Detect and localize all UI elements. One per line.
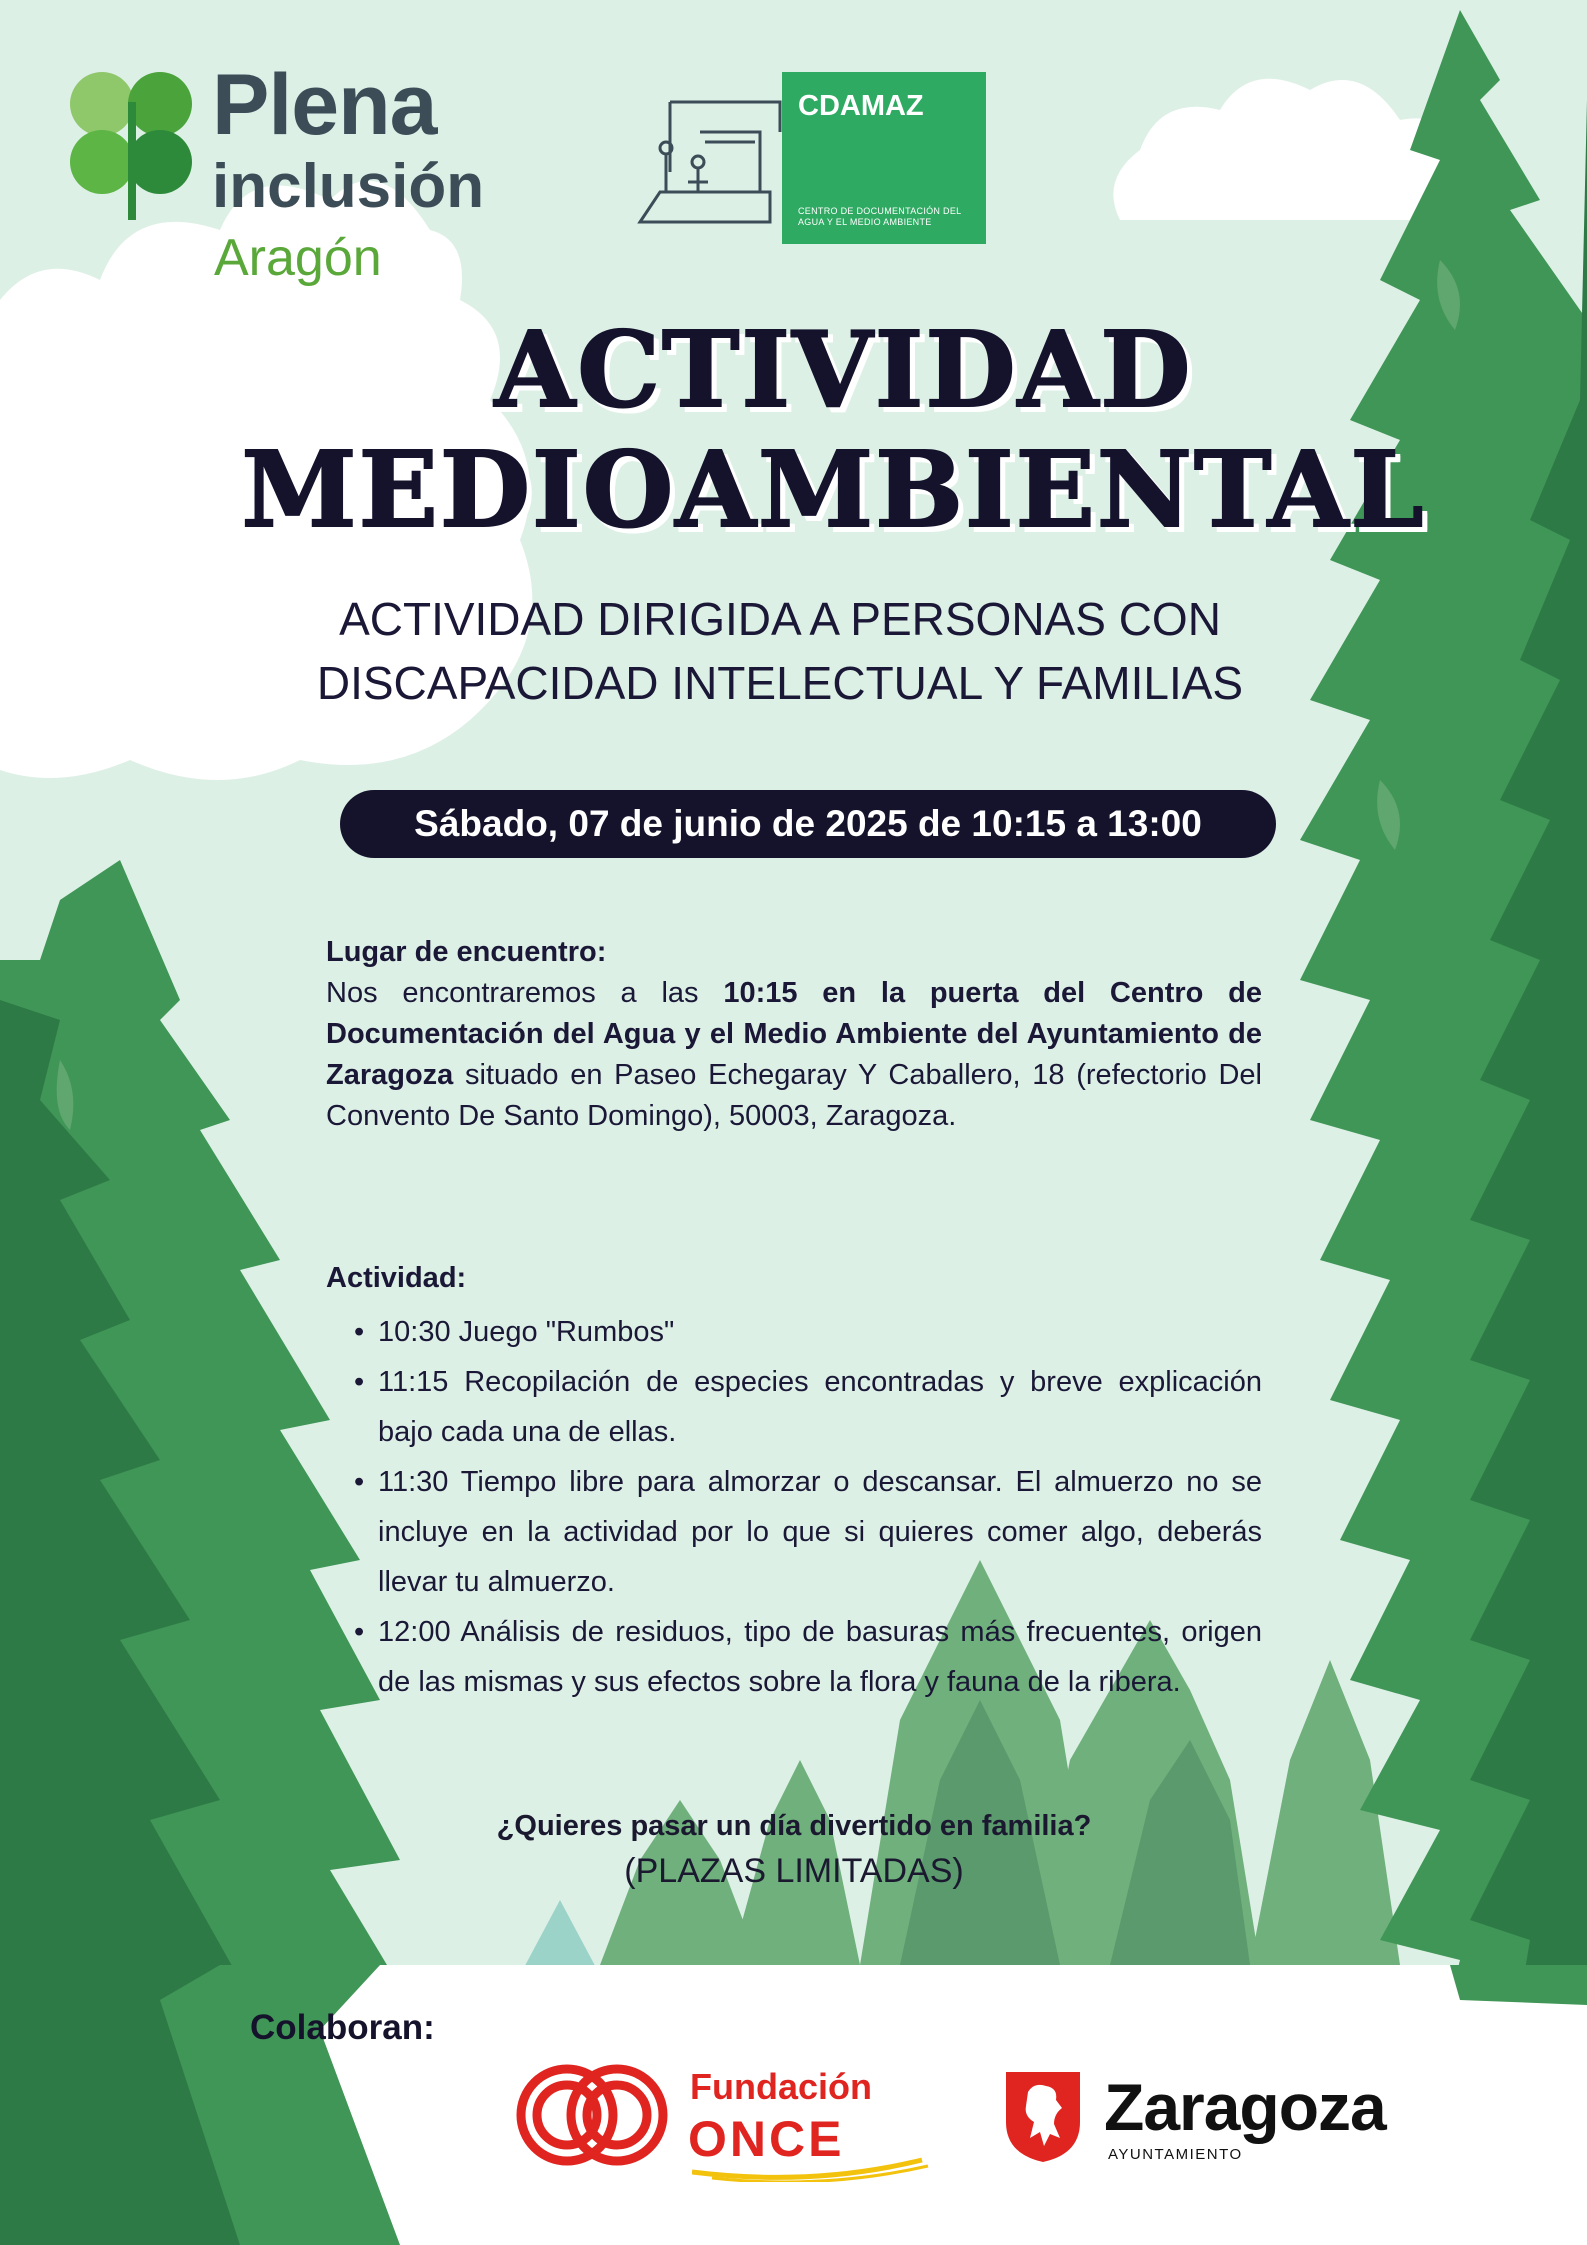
zaragoza-word: Zaragoza (1104, 2070, 1386, 2144)
title-line-2: MEDIOAMBIENTAL (241, 428, 1426, 551)
collaborators-label: Colaboran: (250, 2008, 435, 2047)
cdamaz-logo (782, 72, 986, 244)
ayuntamiento-word: AYUNTAMIENTO (1108, 2146, 1243, 2163)
subtitle-line-1: ACTIVIDAD DIRIGIDA A PERSONAS CON (339, 593, 1221, 645)
date-badge: Sábado, 07 de junio de 2025 de 10:15 a 13:00 (340, 790, 1276, 858)
meeting-place-text (326, 973, 1262, 1137)
meeting-place-section (326, 932, 1262, 1137)
clover-icon (62, 62, 202, 222)
subtitle-line-2: DISCAPACIDAD INTELECTUAL Y FAMILIAS (316, 657, 1244, 709)
once-fundacion-word: Fundación (690, 2066, 872, 2107)
meeting-place-bold: 10:15 en la puerta del Centro de Documentación del Agua y el Medio Ambiente del Ayuntamiento de Zaragoza (326, 977, 1262, 1091)
plena-word: Plena (212, 57, 437, 153)
fundacion-once-logo (512, 2060, 932, 2180)
cloud-small (1210, 140, 1390, 220)
lion-shield-icon (1004, 2068, 1082, 2164)
meeting-place-heading: Lugar de encuentro: (326, 936, 607, 968)
activity-heading: Actividad: (326, 1262, 467, 1294)
inclusion-word: inclusión (212, 152, 485, 221)
list-item: • 11:15 Recopilación de especies encontradas y breve explicación bajo cada una de ellas. (326, 1357, 1262, 1457)
activity-list (326, 1307, 1262, 1707)
title-line-1: ACTIVIDAD (494, 308, 1193, 431)
list-item: • 11:30 Tiempo libre para almorzar o descansar. El almuerzo no se incluye en la actividad por lo que si quieres comer algo, deberás llevar tu almuerzo. (326, 1457, 1262, 1607)
activity-section (326, 1258, 1262, 1707)
once-word: ONCE (688, 2111, 845, 2167)
swoosh-icon (692, 2152, 932, 2182)
building-icon (630, 92, 790, 232)
limited-places-note: (PLAZAS LIMITADAS) (624, 1852, 964, 1890)
meeting-place-pre: Nos encontraremos a las (326, 977, 724, 1009)
plena-inclusion-logo (62, 57, 522, 290)
list-item: • 10:30 Juego "Rumbos" (326, 1307, 1262, 1357)
closing-question: ¿Quieres pasar un día divertido en familia? (496, 1810, 1092, 1842)
aragon-word: Aragón (214, 229, 382, 287)
cdamaz-name: CDAMAZ (798, 90, 924, 122)
list-item: • 12:00 Análisis de residuos, tipo de basuras más frecuentes, origen de las mismas y sus efectos sobre la flora y fauna de la ribera. (326, 1607, 1262, 1707)
zaragoza-logo (1004, 2068, 1444, 2178)
once-rings-icon (512, 2060, 672, 2170)
meeting-place-post: situado en Paseo Echegaray Y Caballero, 18 (refectorio Del Convento De Santo Domingo), 50003, Zaragoza. (326, 1059, 1262, 1132)
cdamaz-description: CENTRO DE DOCUMENTACIÓN DEL AGUA Y EL MEDIO AMBIENTE (798, 206, 962, 228)
